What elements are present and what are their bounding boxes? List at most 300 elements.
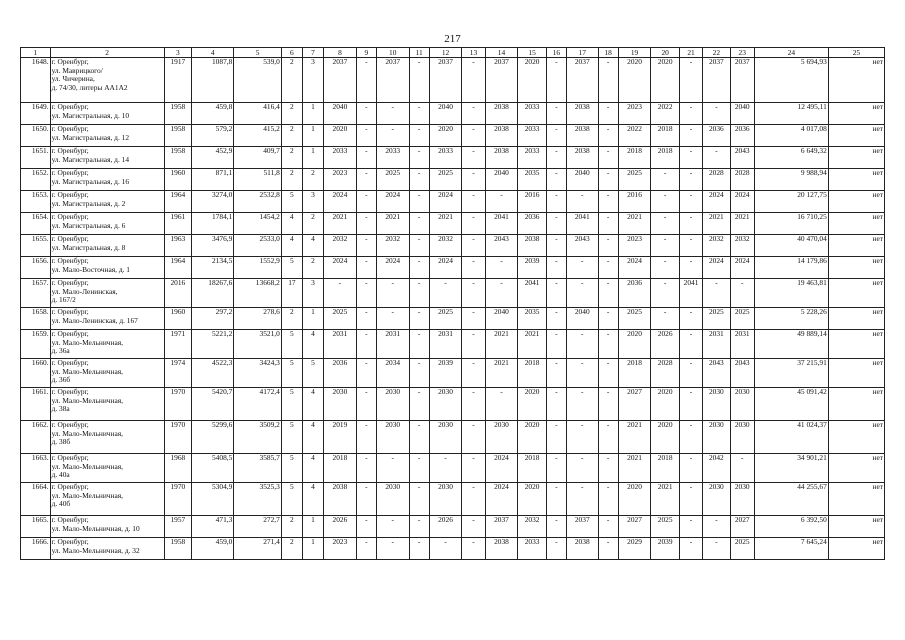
address-cell — [50, 421, 164, 454]
data-cell-col-8: 2024 — [324, 191, 357, 213]
data-cell-col-16: - — [546, 538, 566, 560]
address-line: г. Оренбург, — [51, 453, 89, 462]
data-cell-col-17: 2038 — [566, 538, 598, 560]
data-cell-col-7: 4 — [302, 388, 323, 421]
data-cell-col-16: - — [546, 169, 566, 191]
data-cell-col-8: 2030 — [324, 388, 357, 421]
data-cell-col-25: нет — [828, 516, 884, 538]
table-row — [21, 125, 885, 147]
data-cell-col-19: 2018 — [618, 147, 651, 169]
data-cell-col-14: 2040 — [485, 308, 518, 330]
data-cell-col-21: - — [679, 213, 702, 235]
data-cell-col-24: 20 127,75 — [754, 191, 828, 213]
data-cell-col-9: - — [356, 125, 376, 147]
table-row — [21, 257, 885, 279]
row-number-cell: 1654. — [21, 213, 51, 235]
data-cell-col-13: - — [462, 147, 485, 169]
data-cell-col-5: 3521,0 — [234, 330, 282, 359]
data-cell-col-12: 2025 — [429, 308, 462, 330]
address-line: ул. Магистральная, д. 16 — [51, 176, 130, 186]
data-cell-col-3: 1970 — [164, 483, 191, 516]
data-cell-col-4: 5221,2 — [192, 330, 234, 359]
data-cell-col-10: 2024 — [376, 191, 409, 213]
data-cell-col-5: 13668,2 — [234, 279, 282, 308]
data-cell-col-22: 2036 — [703, 125, 730, 147]
address-cell — [50, 279, 164, 308]
data-cell-col-25: нет — [828, 421, 884, 454]
data-cell-col-12: 2033 — [429, 147, 462, 169]
data-cell-col-25: нет — [828, 330, 884, 359]
data-cell-col-15: 2018 — [518, 359, 547, 388]
address-cell — [50, 454, 164, 483]
address-line: г. Оренбург, — [51, 307, 89, 316]
data-cell-col-17: - — [566, 191, 598, 213]
data-cell-col-18: - — [598, 516, 618, 538]
data-cell-col-6: 17 — [281, 279, 302, 308]
data-cell-col-5: 3585,7 — [234, 454, 282, 483]
data-cell-col-24: 45 091,42 — [754, 388, 828, 421]
address-line: ул. Мало-Мельничная, — [51, 490, 123, 500]
row-number-cell: 1664. — [21, 483, 51, 516]
address-line: д. 167/2 — [51, 295, 76, 305]
data-cell-col-10: - — [376, 125, 409, 147]
data-cell-col-23: 2030 — [730, 483, 754, 516]
address-cell — [50, 483, 164, 516]
address-line: г. Оренбург, — [51, 256, 89, 265]
data-cell-col-18: - — [598, 388, 618, 421]
data-cell-col-24: 5 228,26 — [754, 308, 828, 330]
data-cell-col-8: 2036 — [324, 359, 357, 388]
data-cell-col-13: - — [462, 454, 485, 483]
data-cell-col-13: - — [462, 235, 485, 257]
data-cell-col-16: - — [546, 279, 566, 308]
data-cell-col-14: 2024 — [485, 454, 518, 483]
data-cell-col-16: - — [546, 103, 566, 125]
data-cell-col-21: - — [679, 191, 702, 213]
table-row — [21, 454, 885, 483]
address-line: ул. Мало-Мельничная, — [51, 366, 123, 376]
data-cell-col-9: - — [356, 359, 376, 388]
data-cell-col-8: 2025 — [324, 308, 357, 330]
data-cell-col-10: 2021 — [376, 213, 409, 235]
data-cell-col-7: 1 — [302, 538, 323, 560]
data-cell-col-4: 1087,8 — [192, 58, 234, 103]
data-cell-col-10: 2032 — [376, 235, 409, 257]
data-cell-col-11: - — [409, 330, 429, 359]
data-cell-col-23: 2043 — [730, 147, 754, 169]
page-number: 217 — [444, 33, 461, 45]
column-number-header: 11 — [409, 48, 429, 58]
address-cell — [50, 191, 164, 213]
data-cell-col-6: 2 — [281, 103, 302, 125]
table-row — [21, 169, 885, 191]
data-cell-col-20: 2025 — [651, 516, 680, 538]
data-cell-col-22: 2032 — [703, 235, 730, 257]
row-number-cell: 1661. — [21, 388, 51, 421]
data-cell-col-22: 2021 — [703, 213, 730, 235]
data-cell-col-14: - — [485, 191, 518, 213]
data-cell-col-9: - — [356, 191, 376, 213]
data-cell-col-13: - — [462, 421, 485, 454]
data-cell-col-8: 2019 — [324, 421, 357, 454]
data-cell-col-25: нет — [828, 125, 884, 147]
data-cell-col-6: 2 — [281, 169, 302, 191]
data-cell-col-16: - — [546, 235, 566, 257]
address-line: ул. Магистральная, д. 8 — [51, 242, 126, 252]
data-cell-col-4: 871,1 — [192, 169, 234, 191]
address-line: г. Оренбург, — [51, 278, 89, 287]
data-cell-col-15: 2033 — [518, 125, 547, 147]
data-cell-col-12: 2021 — [429, 213, 462, 235]
data-cell-col-4: 1784,1 — [192, 213, 234, 235]
data-cell-col-11: - — [409, 213, 429, 235]
data-cell-col-7: 3 — [302, 279, 323, 308]
column-number-header: 14 — [485, 48, 518, 58]
data-cell-col-14: 2043 — [485, 235, 518, 257]
data-cell-col-6: 2 — [281, 516, 302, 538]
table-row — [21, 516, 885, 538]
data-cell-col-5: 3509,2 — [234, 421, 282, 454]
data-cell-col-10: - — [376, 454, 409, 483]
data-cell-col-23: 2031 — [730, 330, 754, 359]
data-cell-col-21: - — [679, 454, 702, 483]
row-number-cell: 1653. — [21, 191, 51, 213]
data-cell-col-5: 511,8 — [234, 169, 282, 191]
data-cell-col-19: 2027 — [618, 516, 651, 538]
data-cell-col-18: - — [598, 147, 618, 169]
data-cell-col-24: 49 889,14 — [754, 330, 828, 359]
data-cell-col-6: 5 — [281, 421, 302, 454]
column-number-header: 12 — [429, 48, 462, 58]
column-number-header: 8 — [324, 48, 357, 58]
data-cell-col-25: нет — [828, 213, 884, 235]
data-cell-col-10: - — [376, 538, 409, 560]
data-cell-col-17: - — [566, 257, 598, 279]
data-cell-col-16: - — [546, 213, 566, 235]
column-number-header: 15 — [518, 48, 547, 58]
data-cell-col-12: 2024 — [429, 191, 462, 213]
data-cell-col-21: - — [679, 58, 702, 103]
data-cell-col-21: - — [679, 516, 702, 538]
data-cell-col-11: - — [409, 538, 429, 560]
data-cell-col-8: 2031 — [324, 330, 357, 359]
data-cell-col-12: 2040 — [429, 103, 462, 125]
data-cell-col-16: - — [546, 388, 566, 421]
data-cell-col-24: 4 017,08 — [754, 125, 828, 147]
data-cell-col-18: - — [598, 213, 618, 235]
data-cell-col-17: 2037 — [566, 58, 598, 103]
data-cell-col-23: 2036 — [730, 125, 754, 147]
data-cell-col-16: - — [546, 516, 566, 538]
data-cell-col-25: нет — [828, 103, 884, 125]
data-cell-col-4: 459,0 — [192, 538, 234, 560]
data-cell-col-24: 16 710,25 — [754, 213, 828, 235]
column-number-header: 13 — [462, 48, 485, 58]
data-cell-col-12: 2020 — [429, 125, 462, 147]
data-cell-col-3: 1970 — [164, 421, 191, 454]
address-cell — [50, 359, 164, 388]
data-cell-col-11: - — [409, 191, 429, 213]
data-cell-col-17: 2040 — [566, 308, 598, 330]
data-cell-col-6: 5 — [281, 257, 302, 279]
data-cell-col-6: 2 — [281, 58, 302, 103]
data-cell-col-21: - — [679, 421, 702, 454]
data-cell-col-9: - — [356, 516, 376, 538]
data-cell-col-3: 1957 — [164, 516, 191, 538]
data-cell-col-23: 2027 — [730, 516, 754, 538]
data-cell-col-24: 6 392,50 — [754, 516, 828, 538]
data-cell-col-3: 1964 — [164, 257, 191, 279]
address-cell — [50, 147, 164, 169]
data-cell-col-9: - — [356, 308, 376, 330]
data-cell-col-25: нет — [828, 191, 884, 213]
data-cell-col-12: 2025 — [429, 169, 462, 191]
table-row — [21, 213, 885, 235]
data-cell-col-18: - — [598, 330, 618, 359]
data-cell-col-15: 2033 — [518, 147, 547, 169]
data-cell-col-9: - — [356, 454, 376, 483]
row-number-cell: 1656. — [21, 257, 51, 279]
data-cell-col-22: - — [703, 147, 730, 169]
column-number-header: 16 — [546, 48, 566, 58]
data-cell-col-21: - — [679, 538, 702, 560]
column-number-row — [21, 48, 885, 58]
data-cell-col-11: - — [409, 169, 429, 191]
data-cell-col-5: 278,6 — [234, 308, 282, 330]
data-cell-col-14: - — [485, 257, 518, 279]
data-cell-col-23: 2025 — [730, 538, 754, 560]
data-cell-col-16: - — [546, 58, 566, 103]
data-cell-col-6: 5 — [281, 483, 302, 516]
address-line: г. Оренбург, — [51, 537, 89, 546]
data-cell-col-23: 2037 — [730, 58, 754, 103]
data-cell-col-17: - — [566, 421, 598, 454]
data-cell-col-10: 2025 — [376, 169, 409, 191]
data-cell-col-5: 2533,0 — [234, 235, 282, 257]
row-number-cell: 1660. — [21, 359, 51, 388]
data-cell-col-15: 2020 — [518, 421, 547, 454]
data-cell-col-9: - — [356, 538, 376, 560]
data-cell-col-18: - — [598, 454, 618, 483]
data-cell-col-10: 2030 — [376, 421, 409, 454]
data-cell-col-4: 18267,6 — [192, 279, 234, 308]
data-cell-col-7: 2 — [302, 257, 323, 279]
data-cell-col-20: - — [651, 191, 680, 213]
column-number-header: 9 — [356, 48, 376, 58]
address-cell — [50, 516, 164, 538]
data-cell-col-6: 5 — [281, 388, 302, 421]
data-cell-col-5: 271,4 — [234, 538, 282, 560]
data-cell-col-11: - — [409, 147, 429, 169]
data-cell-col-4: 471,3 — [192, 516, 234, 538]
data-cell-col-13: - — [462, 213, 485, 235]
data-cell-col-9: - — [356, 330, 376, 359]
data-cell-col-11: - — [409, 235, 429, 257]
data-cell-col-21: - — [679, 235, 702, 257]
data-cell-col-8: 2018 — [324, 454, 357, 483]
data-cell-col-10: 2033 — [376, 147, 409, 169]
table-row — [21, 191, 885, 213]
address-line: г. Оренбург, — [51, 212, 89, 221]
data-cell-col-9: - — [356, 147, 376, 169]
data-cell-col-17: - — [566, 279, 598, 308]
address-cell — [50, 169, 164, 191]
data-cell-col-7: 1 — [302, 147, 323, 169]
data-cell-col-5: 1552,9 — [234, 257, 282, 279]
data-cell-col-15: 2016 — [518, 191, 547, 213]
data-cell-col-13: - — [462, 103, 485, 125]
row-number-cell: 1663. — [21, 454, 51, 483]
data-cell-col-8: 2038 — [324, 483, 357, 516]
data-cell-col-13: - — [462, 279, 485, 308]
column-number-header: 1 — [21, 48, 51, 58]
data-cell-col-10: 2034 — [376, 359, 409, 388]
table-row — [21, 279, 885, 308]
data-cell-col-16: - — [546, 308, 566, 330]
column-number-header: 17 — [566, 48, 598, 58]
address-line: д. 74/30, литеры АА1А2 — [51, 82, 128, 92]
data-cell-col-19: 2025 — [618, 308, 651, 330]
data-cell-col-8: 2026 — [324, 516, 357, 538]
data-cell-col-8: 2021 — [324, 213, 357, 235]
data-cell-col-18: - — [598, 538, 618, 560]
data-cell-col-9: - — [356, 169, 376, 191]
data-cell-col-22: 2024 — [703, 191, 730, 213]
column-number-header: 20 — [651, 48, 680, 58]
address-cell — [50, 330, 164, 359]
data-cell-col-3: 1958 — [164, 538, 191, 560]
data-cell-col-21: - — [679, 103, 702, 125]
data-cell-col-22: 2025 — [703, 308, 730, 330]
data-cell-col-14: 2040 — [485, 169, 518, 191]
data-cell-col-21: - — [679, 125, 702, 147]
data-cell-col-13: - — [462, 330, 485, 359]
column-number-header: 6 — [281, 48, 302, 58]
data-cell-col-23: 2025 — [730, 308, 754, 330]
data-cell-col-5: 1454,2 — [234, 213, 282, 235]
table-row — [21, 147, 885, 169]
data-cell-col-8: 2032 — [324, 235, 357, 257]
table-row — [21, 235, 885, 257]
data-cell-col-4: 5408,5 — [192, 454, 234, 483]
column-number-header: 23 — [730, 48, 754, 58]
row-number-cell: 1658. — [21, 308, 51, 330]
buildings-table — [20, 47, 885, 560]
column-number-header: 18 — [598, 48, 618, 58]
data-cell-col-14: - — [485, 279, 518, 308]
data-cell-col-18: - — [598, 359, 618, 388]
data-cell-col-11: - — [409, 279, 429, 308]
data-cell-col-20: 2026 — [651, 330, 680, 359]
address-cell — [50, 235, 164, 257]
address-line: д. 40а — [51, 470, 70, 480]
data-cell-col-20: 2021 — [651, 483, 680, 516]
data-cell-col-16: - — [546, 483, 566, 516]
data-cell-col-13: - — [462, 388, 485, 421]
data-cell-col-6: 5 — [281, 454, 302, 483]
data-cell-col-16: - — [546, 147, 566, 169]
column-number-header: 10 — [376, 48, 409, 58]
data-cell-col-24: 12 495,11 — [754, 103, 828, 125]
address-line: д. 36а — [51, 346, 70, 356]
data-cell-col-16: - — [546, 421, 566, 454]
address-cell — [50, 213, 164, 235]
data-cell-col-5: 416,4 — [234, 103, 282, 125]
data-cell-col-23: 2024 — [730, 257, 754, 279]
data-cell-col-14: 2024 — [485, 483, 518, 516]
table-row — [21, 330, 885, 359]
data-cell-col-19: 2021 — [618, 421, 651, 454]
data-cell-col-7: 4 — [302, 454, 323, 483]
data-cell-col-16: - — [546, 454, 566, 483]
data-cell-col-20: 2018 — [651, 454, 680, 483]
data-cell-col-15: 2033 — [518, 538, 547, 560]
data-cell-col-20: 2018 — [651, 125, 680, 147]
address-line: д. 38а — [51, 404, 70, 414]
data-cell-col-17: 2038 — [566, 103, 598, 125]
data-cell-col-15: 2039 — [518, 257, 547, 279]
data-cell-col-3: 1971 — [164, 330, 191, 359]
data-cell-col-5: 4172,4 — [234, 388, 282, 421]
data-cell-col-10: - — [376, 103, 409, 125]
address-line: ул. Мало-Мельничная, — [51, 395, 123, 405]
data-cell-col-17: 2040 — [566, 169, 598, 191]
data-cell-col-4: 5299,6 — [192, 421, 234, 454]
data-cell-col-19: 2020 — [618, 483, 651, 516]
data-cell-col-16: - — [546, 330, 566, 359]
row-number-cell: 1665. — [21, 516, 51, 538]
data-cell-col-8: 2024 — [324, 257, 357, 279]
address-cell — [50, 125, 164, 147]
data-cell-col-20: 2022 — [651, 103, 680, 125]
table-row — [21, 388, 885, 421]
data-cell-col-7: 1 — [302, 103, 323, 125]
data-cell-col-10: 2030 — [376, 483, 409, 516]
address-line: ул. Мало-Мельничная, д. 32 — [51, 545, 140, 555]
data-cell-col-25: нет — [828, 169, 884, 191]
data-cell-col-20: - — [651, 235, 680, 257]
data-cell-col-24: 9 988,94 — [754, 169, 828, 191]
data-cell-col-10: - — [376, 279, 409, 308]
data-cell-col-17: - — [566, 483, 598, 516]
data-cell-col-24: 44 255,67 — [754, 483, 828, 516]
data-cell-col-23: 2030 — [730, 421, 754, 454]
data-cell-col-5: 2532,8 — [234, 191, 282, 213]
address-line: ул. Мало-Ленинская, — [51, 286, 118, 296]
data-cell-col-3: 1958 — [164, 125, 191, 147]
data-cell-col-18: - — [598, 257, 618, 279]
data-cell-col-24: 37 215,91 — [754, 359, 828, 388]
data-cell-col-22: 2031 — [703, 330, 730, 359]
column-number-header: 7 — [302, 48, 323, 58]
data-cell-col-11: - — [409, 257, 429, 279]
data-cell-col-19: 2025 — [618, 169, 651, 191]
data-cell-col-23: 2030 — [730, 388, 754, 421]
data-cell-col-19: 2018 — [618, 359, 651, 388]
data-cell-col-19: 2022 — [618, 125, 651, 147]
data-cell-col-19: 2016 — [618, 191, 651, 213]
data-cell-col-8: 2033 — [324, 147, 357, 169]
data-cell-col-14: 2037 — [485, 58, 518, 103]
data-cell-col-15: 2020 — [518, 483, 547, 516]
column-number-header: 2 — [50, 48, 164, 58]
address-line: г. Оренбург, — [51, 146, 89, 155]
data-cell-col-6: 2 — [281, 147, 302, 169]
address-line: ул. Мало-Мельничная, — [51, 428, 123, 438]
column-number-header: 22 — [703, 48, 730, 58]
data-cell-col-10: 2037 — [376, 58, 409, 103]
data-cell-col-4: 3274,0 — [192, 191, 234, 213]
